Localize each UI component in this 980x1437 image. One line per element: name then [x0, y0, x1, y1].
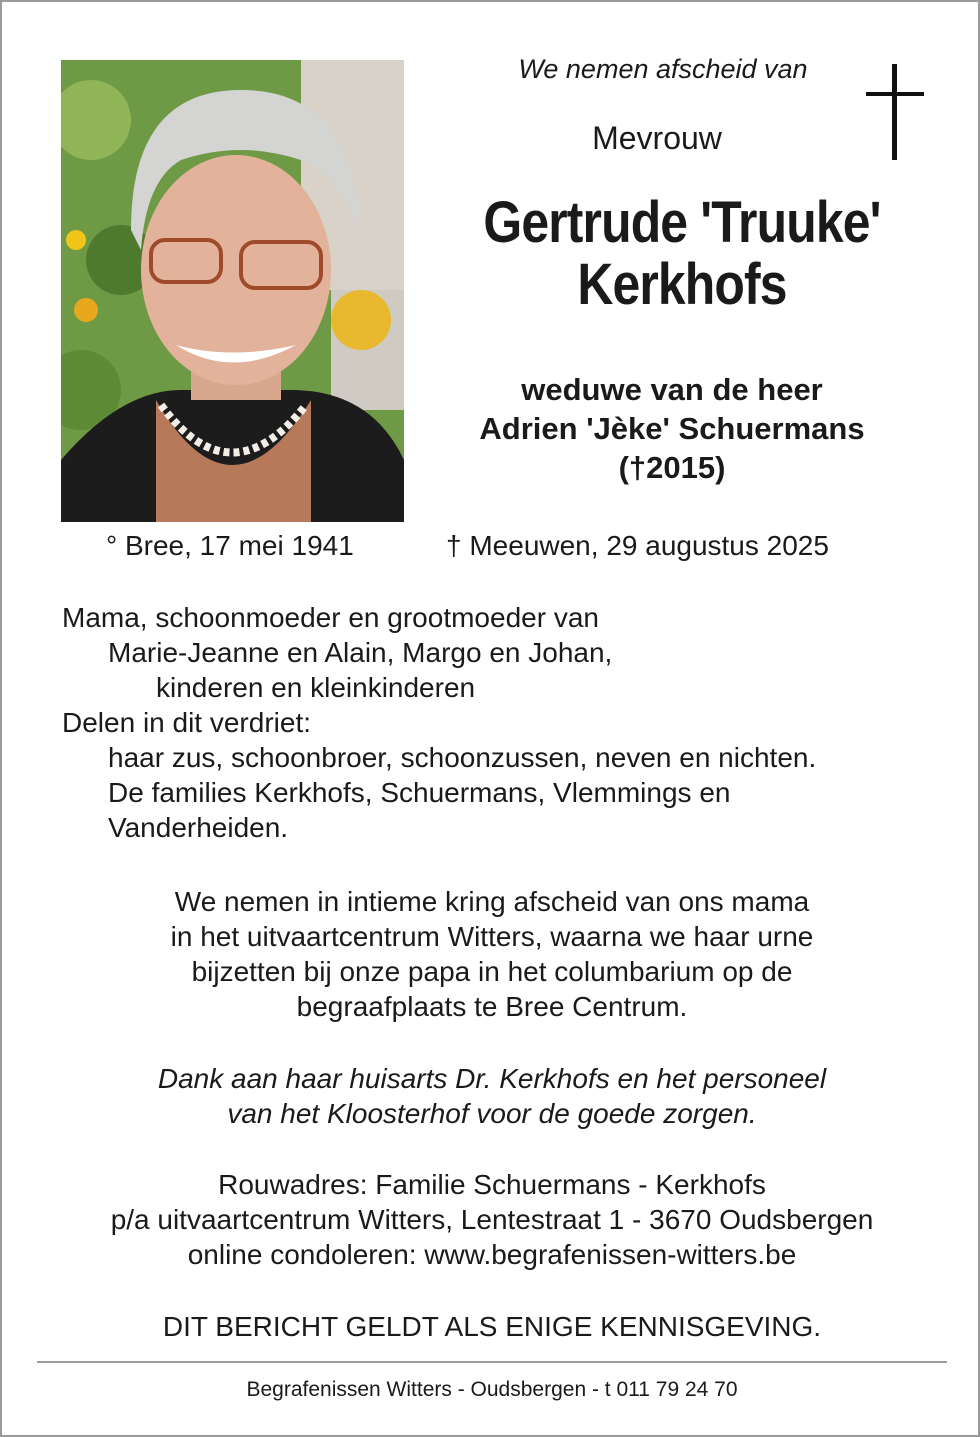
name-line: Gertrude 'Truuke' [483, 190, 881, 255]
family-line: kinderen en kleinkinderen [156, 672, 476, 703]
ceremony-line: bijzetten bij onze papa in het columbarium op de [191, 956, 793, 987]
family-list [62, 600, 816, 845]
salutation: Mevrouw [592, 120, 722, 156]
address-line: p/a uitvaartcentrum Witters, Lentestraat 1 - 3670 Oudsbergen [110, 1204, 874, 1235]
intro-text: We nemen afscheid van [518, 54, 808, 84]
family-line: haar zus, schoonbroer, schoonzussen, neven en nichten. [108, 742, 817, 773]
ceremony-line: begraafplaats te Bree Centrum. [296, 991, 688, 1022]
portrait-photo [61, 60, 404, 522]
family-line: Mama, schoonmoeder en grootmoeder van [62, 602, 599, 633]
family-line: Delen in dit verdriet: [62, 707, 312, 738]
ceremony-line: in het uitvaartcentrum Witters, waarna we haar urne [170, 921, 814, 952]
thanks-line: Dank aan haar huisarts Dr. Kerkhofs en het personeel [157, 1063, 827, 1094]
address-block [22, 1167, 962, 1272]
notice-text: DIT BERICHT GELDT ALS ENIGE KENNISGEVING. [162, 1311, 822, 1342]
thanks-line: van het Kloosterhof voor de goede zorgen. [227, 1098, 757, 1129]
family-line: De families Kerkhofs, Schuermans, Vlemmings en [108, 777, 731, 808]
spouse-line: (†2015) [618, 450, 726, 485]
family-line: Vanderheiden. [108, 812, 289, 843]
name-line: Kerkhofs [577, 252, 787, 317]
ceremony-line: We nemen in intieme kring afscheid van ons mama [174, 886, 810, 917]
death-info: † Meeuwen, 29 augustus 2025 [446, 530, 829, 561]
ceremony-text [22, 884, 962, 1024]
spouse-line: weduwe van de heer [521, 372, 823, 407]
spouse-line: Adrien 'Jèke' Schuermans [479, 411, 865, 446]
birth-info: ° Bree, 17 mei 1941 [106, 530, 354, 561]
address-line: Rouwadres: Familie Schuermans - Kerkhofs [218, 1169, 766, 1200]
thanks-text [22, 1061, 962, 1131]
footer-text: Begrafenissen Witters - Oudsbergen - t 011 79 24 70 [246, 1378, 738, 1401]
address-line: online condoleren: www.begrafenissen-witters.be [187, 1239, 797, 1270]
spouse-info [422, 370, 922, 487]
deceased-name [441, 192, 923, 316]
footer-divider [37, 1361, 947, 1363]
family-line: Marie-Jeanne en Alain, Margo en Johan, [108, 637, 613, 668]
